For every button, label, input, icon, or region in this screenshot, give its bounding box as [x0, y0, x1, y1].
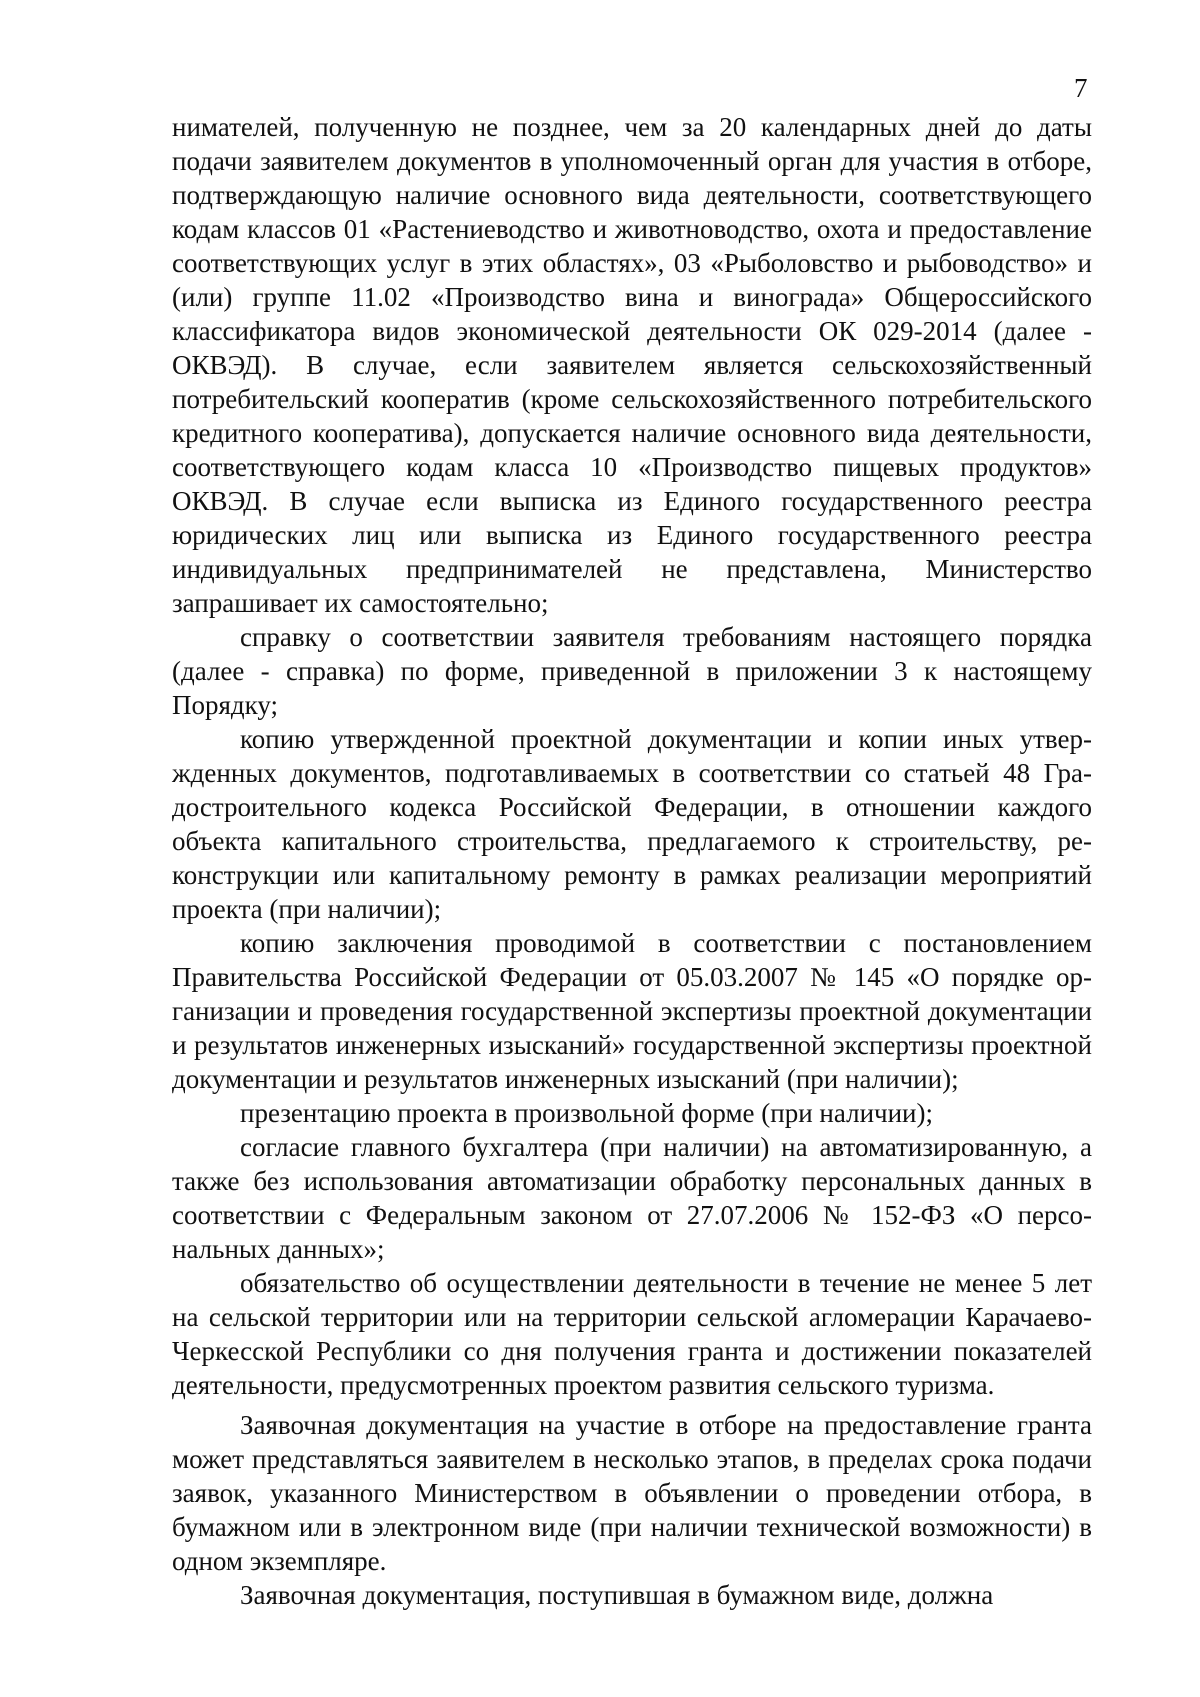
paragraph-paper-application: Заявочная документация, поступившая в бумажном виде, должна	[240, 1580, 994, 1610]
paragraph-activity-obligation: обязательство об осуществлении деятельности в течение не менее 5 лет на сельской территории или на территории сельской агломерации Карачаево-Черкесской Республики со дня получения гранта и достижении показателей деятельности, предусмотренных проектом развития сельского туризма.	[172, 1268, 1092, 1400]
paragraph-compliance-certificate: справку о соответствии заявителя требованиям настоящего порядка (далее - справка) по форме, приведенной в приложении 3 к настоящему Порядку;	[172, 622, 1092, 720]
page-number: 7	[1074, 73, 1088, 103]
paragraph-egrip-extract: нимателей, полученную не позднее, чем за 20 календарных дней до даты подачи заявителем документов в уполномоченный орган для участия в отборе, подтверждающую наличие основного вида деятельности, соответствующего кодам классов 01 «Растениеводство и животноводство, охота и предоставление соответствующих услуг в этих областях», 03 «Рыболовство и рыбоводство» и (или) группе 11.02 «Производство вина и винограда» Общероссийского классификатора видов экономической деятельности ОК 029-2014 (далее - ОКВЭД). В случае, если заявителем является сельскохозяйственный потребительский кооператив (кроме сельскохозяйственного потребительского кредитного кооператива), допускается наличие основного вида деятельности, соответствующего кодам класса 10 «Производство пищевых продуктов» ОКВЭД. В случае если выписка из Единого государственного реестра юридических лиц или выписка из Единого государственного реестра индивидуальных предпринимателей не представлена, Министерство запрашивает их самостоятельно;	[172, 112, 1092, 618]
paragraph-application-stages: Заявочная документация на участие в отборе на предоставление гранта может представляться заявителем в несколько этапов, в пределах срока подачи заявок, указанного Министерством в объявлении о проведении отбора, в бумажном или в электронном виде (при наличии технической возможности) в одном экземпляре.	[172, 1410, 1092, 1576]
paragraph-project-presentation: презентацию проекта в произвольной форме (при наличии);	[240, 1098, 933, 1128]
document-body	[172, 110, 1092, 1612]
paragraph-project-documentation: копию утвержденной проектной документации и копии иных утвержденных документов, подготавливаемых в соответствии со статьей 48 Градостроительного кодекса Российской Федерации, в отношении каждого объекта капитального строительства, предлагаемого к строительству, реконструкции или капитальному ремонту в рамках реализации мероприятий проекта (при наличии);	[172, 724, 1092, 924]
paragraph-expertise-conclusion: копию заключения проводимой в соответствии с постановлением Правительства Российской Федерации от 05.03.2007 № 145 «О порядке организации и проведения государственной экспертизы проектной документации и результатов инженерных изысканий» государственной экспертизы проектной документации и результатов инженерных изысканий (при наличии);	[172, 928, 1092, 1094]
paragraph-accountant-consent: согласие главного бухгалтера (при наличии) на автоматизированную, а также без использования автоматизации обработку персональных данных в соответствии с Федеральным законом от 27.07.2006 № 152-ФЗ «О персональных данных»;	[172, 1132, 1092, 1264]
